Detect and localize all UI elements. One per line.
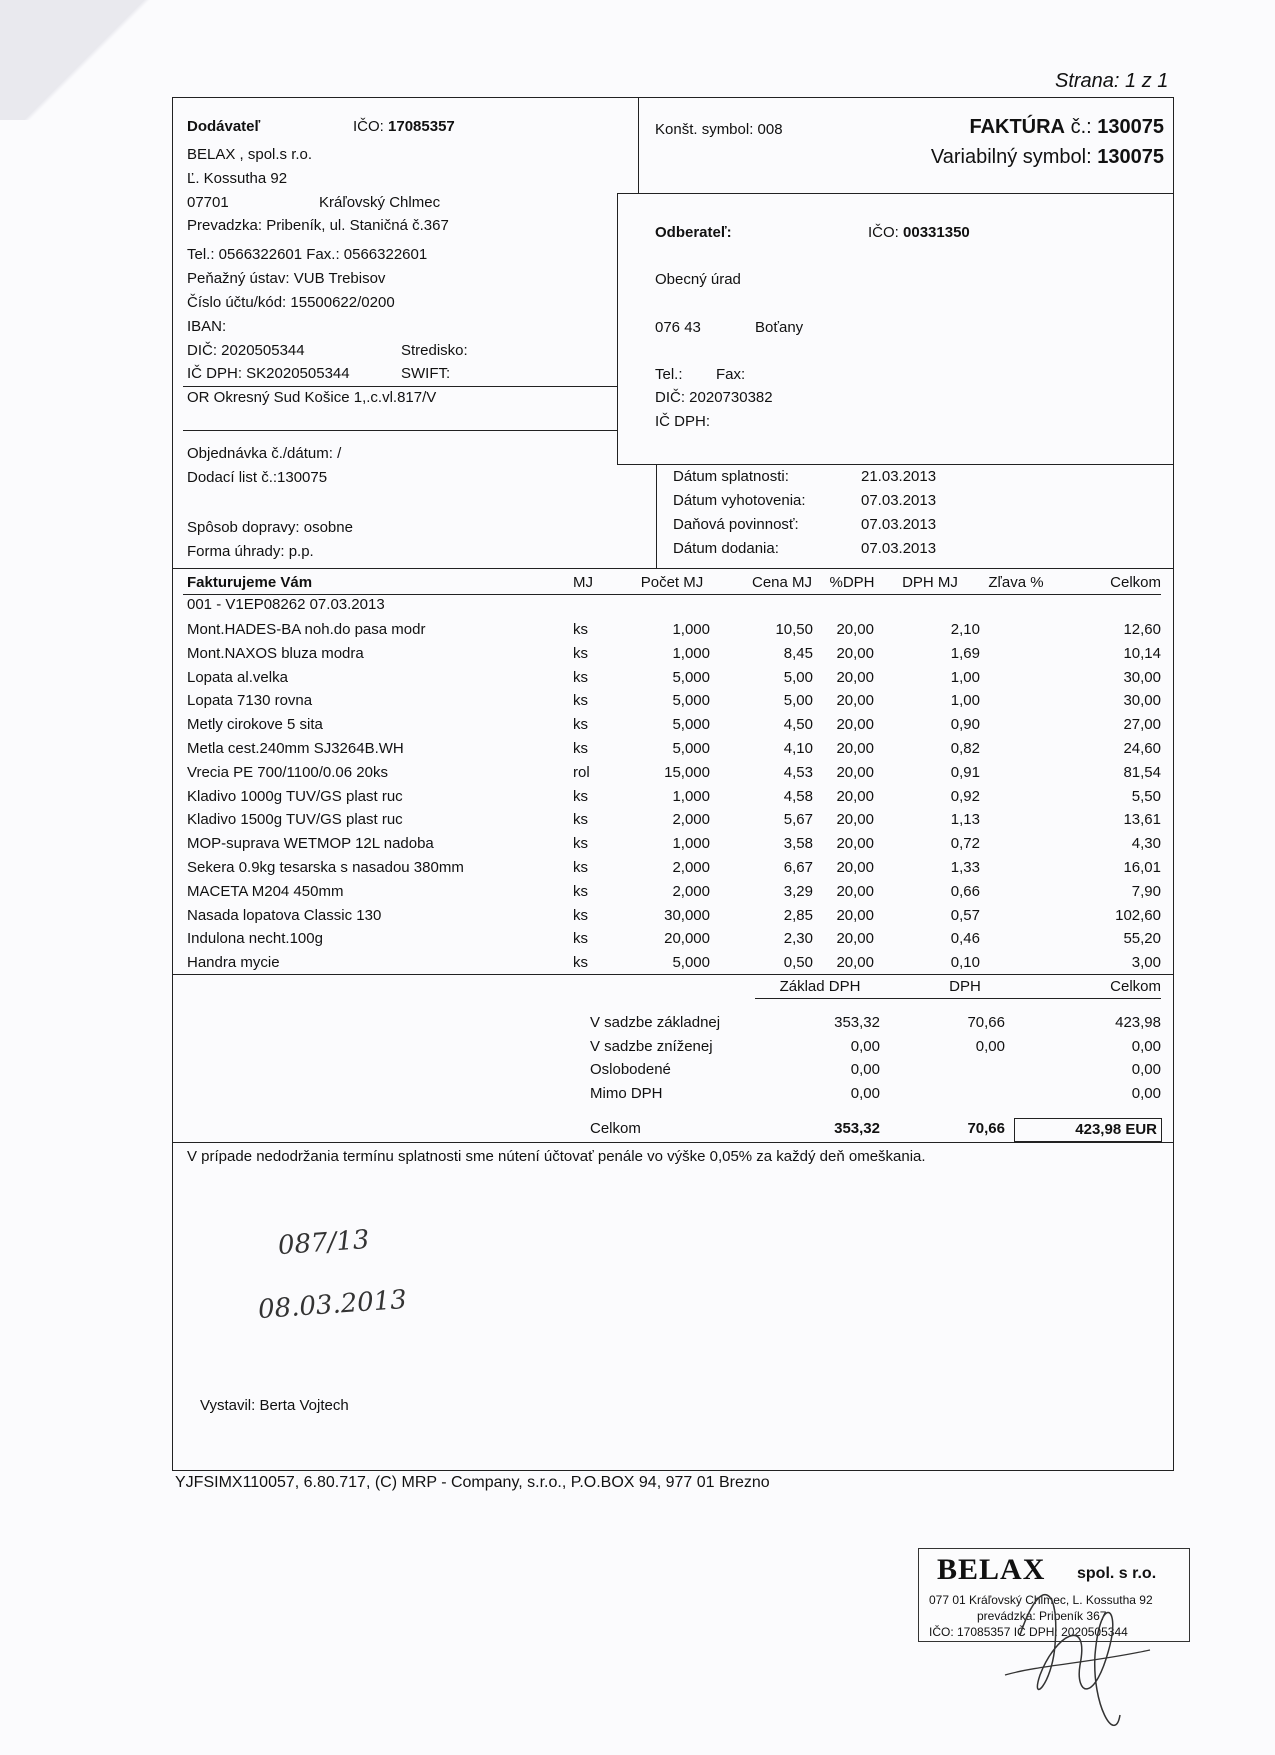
supplier-account: Číslo účtu/kód: 15500622/0200 xyxy=(187,294,395,311)
supplier-bank: Peňažný ústav: VUB Trebisov xyxy=(187,270,386,287)
customer-box-left xyxy=(617,193,618,464)
supplier-register: OR Okresný Sud Košice 1,.c.vl.817/V xyxy=(187,389,437,406)
col-unit-cell: ks xyxy=(573,859,588,876)
handwritten-date: 08.03.2013 xyxy=(257,1284,408,1326)
col-quantity-cell: 1,000 xyxy=(672,644,710,662)
col-vat-rate-cell: 20,00 xyxy=(836,954,874,972)
col-unit-price-cell: 8,45 xyxy=(783,644,813,662)
col-vat-rate-cell: 20,00 xyxy=(836,644,874,662)
col-total-cell: 27,00 xyxy=(1123,716,1161,734)
col-description-cell: Mont.NAXOS bluza modra xyxy=(187,644,364,662)
summary-header: Celkom xyxy=(1110,978,1161,995)
supplier-city: Kráľovský Chlmec xyxy=(319,194,441,211)
summary-header: Základ DPH xyxy=(779,978,861,995)
date-value: 07.03.2013 xyxy=(861,492,937,509)
customer-name: Obecný úrad xyxy=(655,271,741,288)
col-vat-rate-cell: 20,00 xyxy=(836,930,874,948)
col-total-header: Celkom xyxy=(1110,574,1161,591)
summary-row-value: 70,66 xyxy=(967,1014,1005,1031)
col-vat-rate-cell: 20,00 xyxy=(836,763,874,781)
col-quantity-cell: 5,000 xyxy=(672,668,710,686)
customer-city: Boťany xyxy=(755,319,804,336)
supplier-rule-1 xyxy=(183,386,617,387)
summary-total-label: Celkom xyxy=(590,1120,641,1137)
col-unit-price-header: Cena MJ xyxy=(751,574,813,591)
col-unit-price-cell: 5,67 xyxy=(783,811,813,829)
customer-fax: Fax: xyxy=(716,366,746,383)
order-number: Objednávka č./dátum: / xyxy=(187,445,342,462)
customer-tel: Tel.: xyxy=(655,366,683,383)
col-vat-rate-cell: 20,00 xyxy=(836,882,874,900)
header-divider xyxy=(638,97,639,193)
col-vat-unit-cell: 1,69 xyxy=(950,644,980,662)
col-description-cell: MOP-suprava WETMOP 12L nadoba xyxy=(187,835,434,853)
col-quantity-cell: 1,000 xyxy=(672,787,710,805)
col-vat-rate-cell: 20,00 xyxy=(836,740,874,757)
invoice-title: FAKTÚRA č.: 130075 xyxy=(969,116,1164,138)
supplier-name: BELAX , spol.s r.o. xyxy=(187,146,313,163)
page-number: Strana: 1 z 1 xyxy=(1055,70,1169,92)
col-quantity-cell: 5,000 xyxy=(672,692,710,710)
col-total-cell: 24,60 xyxy=(1123,740,1161,757)
col-description-cell: Vrecia PE 700/1100/0.06 20ks xyxy=(187,763,388,781)
col-vat-rate-cell: 20,00 xyxy=(836,811,874,829)
footer-text: YJFSIMX110057, 6.80.717, (C) MRP - Company, s.r.o., P.O.BOX 94, 977 01 Brezno xyxy=(175,1474,770,1491)
customer-ico: IČO: 00331350 xyxy=(868,224,970,241)
summary-row-value: 0,00 xyxy=(850,1061,880,1078)
date-label: Dátum splatnosti: xyxy=(673,468,789,485)
col-vat-unit-cell: 0,10 xyxy=(950,954,980,972)
customer-box-bottom xyxy=(617,464,1174,465)
date-value: 21.03.2013 xyxy=(861,468,937,485)
col-vat-unit-cell: 0,90 xyxy=(950,716,980,734)
col-quantity-cell: 5,000 xyxy=(672,954,710,972)
summary-row-value: 0,00 xyxy=(1131,1084,1161,1102)
col-vat-unit-cell: 2,10 xyxy=(950,621,980,638)
supplier-branch: Prevadzka: Pribeník, ul. Staničná č.367 xyxy=(187,217,449,234)
summary-row-label: V sadzbe základnej xyxy=(590,1014,721,1031)
col-total-cell: 102,60 xyxy=(1115,906,1161,924)
col-unit-cell: ks xyxy=(573,740,588,757)
col-vat-unit-cell: 1,00 xyxy=(950,692,980,710)
col-total-cell: 16,01 xyxy=(1123,859,1161,876)
konst-symbol: Konšt. symbol: 008 xyxy=(655,121,783,138)
col-description-cell: Handra mycie xyxy=(187,954,280,972)
col-total-cell: 55,20 xyxy=(1123,930,1161,948)
col-vat-unit-cell: 0,91 xyxy=(950,763,980,781)
date-value: 07.03.2013 xyxy=(861,516,937,533)
col-description-cell: Indulona necht.100g xyxy=(187,930,323,948)
col-unit-price-cell: 5,00 xyxy=(783,668,813,686)
col-vat-rate-cell: 20,00 xyxy=(836,787,874,805)
summary-grand-total: 423,98 EUR xyxy=(1075,1121,1157,1138)
col-unit-price-cell: 0,50 xyxy=(783,954,813,972)
customer-heading: Odberateľ: xyxy=(655,224,732,241)
summary-row-value: 0,00 xyxy=(850,1084,880,1102)
summary-row-value: 0,00 xyxy=(975,1037,1005,1055)
col-unit-price-cell: 6,67 xyxy=(783,859,813,876)
col-unit-cell: ks xyxy=(573,811,588,829)
summary-total-vat: 70,66 xyxy=(967,1120,1005,1137)
col-unit-price-cell: 4,50 xyxy=(783,716,813,734)
col-unit-cell: ks xyxy=(573,621,588,638)
col-unit-price-cell: 5,00 xyxy=(783,692,813,710)
stamp-line-2: prevádzka: Pribeník 367 xyxy=(977,1609,1107,1623)
col-vat-rate-cell: 20,00 xyxy=(836,621,874,638)
col-vat-unit-cell: 0,72 xyxy=(950,835,980,853)
col-unit-cell: ks xyxy=(573,882,588,900)
col-quantity-cell: 5,000 xyxy=(672,716,710,734)
col-total-cell: 4,30 xyxy=(1131,835,1161,853)
date-label: Dátum dodania: xyxy=(673,540,779,557)
table-group-line: 001 - V1EP08262 07.03.2013 xyxy=(187,596,385,613)
customer-zip: 076 43 xyxy=(655,319,701,336)
summary-row-label: V sadzbe zníženej xyxy=(590,1037,713,1055)
summary-total-base: 353,32 xyxy=(834,1120,880,1137)
supplier-dic: DIČ: 2020505344 xyxy=(187,342,305,359)
date-value: 07.03.2013 xyxy=(861,540,937,557)
col-vat-unit-header: DPH MJ xyxy=(902,574,958,591)
col-vat-rate-cell: 20,00 xyxy=(836,716,874,734)
col-quantity-cell: 30,000 xyxy=(664,906,710,924)
col-description-cell: Mont.HADES-BA noh.do pasa modr xyxy=(187,621,426,638)
col-quantity-cell: 1,000 xyxy=(672,835,710,853)
col-quantity-cell: 5,000 xyxy=(672,740,710,757)
col-total-cell: 3,00 xyxy=(1131,954,1161,972)
col-unit-cell: ks xyxy=(573,716,588,734)
supplier-iban: IBAN: xyxy=(187,318,227,335)
signature-icon xyxy=(1000,1555,1160,1755)
payment-method: Forma úhrady: p.p. xyxy=(187,543,314,560)
col-unit-price-cell: 3,29 xyxy=(783,882,813,900)
col-total-cell: 10,14 xyxy=(1123,644,1161,662)
col-vat-unit-cell: 0,92 xyxy=(950,787,980,805)
summary-row-value: 0,00 xyxy=(850,1037,880,1055)
col-vat-rate-cell: 20,00 xyxy=(836,906,874,924)
col-quantity-cell: 15,000 xyxy=(664,763,710,781)
summary-row-value: 423,98 xyxy=(1115,1014,1161,1031)
summary-row-label: Oslobodené xyxy=(590,1061,671,1078)
col-description-header: Fakturujeme Vám xyxy=(187,574,313,591)
date-label: Daňová povinnosť: xyxy=(673,516,799,533)
stamp-name: BELAX xyxy=(937,1553,1046,1586)
supplier-street: Ľ. Kossutha 92 xyxy=(187,170,288,187)
summary-bottom-rule xyxy=(172,1142,1174,1143)
col-description-cell: Kladivo 1500g TUV/GS plast ruc xyxy=(187,811,403,829)
col-description-cell: Lopata al.velka xyxy=(187,668,288,686)
grand-total-box xyxy=(1014,1118,1162,1142)
summary-row-value: 353,32 xyxy=(834,1014,880,1031)
col-unit-price-cell: 4,10 xyxy=(783,740,813,757)
col-unit-header: MJ xyxy=(573,574,593,591)
col-unit-price-cell: 2,85 xyxy=(783,906,813,924)
variable-symbol: Variabilný symbol: 130075 xyxy=(930,146,1164,168)
col-vat-unit-cell: 1,13 xyxy=(950,811,980,829)
col-vat-rate-cell: 20,00 xyxy=(836,668,874,686)
col-unit-cell: ks xyxy=(573,930,588,948)
col-unit-price-cell: 10,50 xyxy=(775,621,813,638)
col-unit-price-cell: 2,30 xyxy=(783,930,813,948)
supplier-ico: IČO: 17085357 xyxy=(353,118,455,135)
col-unit-cell: ks xyxy=(573,787,588,805)
col-vat-rate-cell: 20,00 xyxy=(836,859,874,876)
col-unit-cell: ks xyxy=(573,835,588,853)
col-unit-cell: ks xyxy=(573,644,588,662)
date-label: Dátum vyhotovenia: xyxy=(673,492,806,509)
summary-row-value: 0,00 xyxy=(1131,1061,1161,1078)
summary-row-label: Mimo DPH xyxy=(590,1084,663,1102)
customer-icdph: IČ DPH: xyxy=(655,413,711,430)
col-unit-cell: ks xyxy=(573,692,588,710)
col-unit-price-cell: 4,53 xyxy=(783,763,813,781)
col-vat-rate-cell: 20,00 xyxy=(836,835,874,853)
supplier-stredisko: Stredisko: xyxy=(401,342,468,359)
stamp-suffix: spol. s r.o. xyxy=(1077,1565,1157,1582)
issued-by: Vystavil: Berta Vojtech xyxy=(200,1397,349,1414)
supplier-zip: 07701 xyxy=(187,194,229,211)
scan-fold-shadow xyxy=(0,0,180,120)
stamp-line-1: 077 01 Kráľovský Chlmec, L. Kossutha 92 xyxy=(929,1593,1153,1607)
col-total-cell: 5,50 xyxy=(1131,787,1161,805)
table-top-rule xyxy=(172,568,1174,569)
col-total-cell: 12,60 xyxy=(1123,621,1161,638)
col-unit-cell: rol xyxy=(573,763,590,781)
col-unit-cell: ks xyxy=(573,668,588,686)
supplier-heading: Dodávateľ xyxy=(187,118,261,135)
delivery-note: Dodací list č.:130075 xyxy=(187,469,328,486)
summary-header-rule xyxy=(755,998,1161,999)
col-total-cell: 13,61 xyxy=(1123,811,1161,829)
col-unit-price-cell: 4,58 xyxy=(783,787,813,805)
stamp-line-3: IČO: 17085357 IČ DPH: 2020505344 xyxy=(929,1625,1128,1639)
col-description-cell: Kladivo 1000g TUV/GS plast ruc xyxy=(187,787,403,805)
transport-method: Spôsob dopravy: osobne xyxy=(187,519,353,536)
col-total-cell: 81,54 xyxy=(1123,763,1161,781)
col-quantity-cell: 2,000 xyxy=(672,811,710,829)
col-vat-rate-cell: 20,00 xyxy=(836,692,874,710)
col-description-cell: Sekera 0.9kg tesarska s nasadou 380mm xyxy=(187,859,464,876)
col-quantity-cell: 2,000 xyxy=(672,882,710,900)
summary-row-value: 0,00 xyxy=(1131,1037,1161,1055)
col-total-cell: 30,00 xyxy=(1123,692,1161,710)
col-quantity-cell: 20,000 xyxy=(664,930,710,948)
col-unit-cell: ks xyxy=(573,954,588,972)
col-quantity-cell: 2,000 xyxy=(672,859,710,876)
col-total-cell: 7,90 xyxy=(1131,882,1161,900)
late-payment-notice: V prípade nedodržania termínu splatnosti sme nútení účtovať penále vo výške 0,05% za každý deň omeškania. xyxy=(187,1148,926,1165)
customer-box-top xyxy=(617,193,1174,194)
dates-divider xyxy=(656,464,657,568)
supplier-swift: SWIFT: xyxy=(401,365,451,382)
col-quantity-cell: 1,000 xyxy=(672,621,710,638)
col-description-cell: Nasada lopatova Classic 130 xyxy=(187,906,382,924)
col-vat-unit-cell: 0,57 xyxy=(950,906,980,924)
col-vat-unit-cell: 0,46 xyxy=(950,930,980,948)
col-vat-unit-cell: 1,00 xyxy=(950,668,980,686)
col-vat-unit-cell: 1,33 xyxy=(950,859,980,876)
col-total-cell: 30,00 xyxy=(1123,668,1161,686)
col-vat-rate-header: %DPH xyxy=(829,574,875,591)
col-description-cell: MACETA M204 450mm xyxy=(187,882,344,900)
col-description-cell: Metla cest.240mm SJ3264B.WH xyxy=(187,740,404,757)
col-vat-unit-cell: 0,82 xyxy=(950,740,980,757)
col-unit-cell: ks xyxy=(573,906,588,924)
summary-header: DPH xyxy=(949,978,981,995)
supplier-phone: Tel.: 0566322601 Fax.: 0566322601 xyxy=(187,246,428,263)
col-description-cell: Metly cirokove 5 sita xyxy=(187,716,323,734)
col-vat-unit-cell: 0,66 xyxy=(950,882,980,900)
supplier-rule-2 xyxy=(183,430,617,431)
col-description-cell: Lopata 7130 rovna xyxy=(187,692,313,710)
customer-dic: DIČ: 2020730382 xyxy=(655,389,773,406)
col-quantity-header: Počet MJ xyxy=(640,574,704,591)
col-discount-header: Zľava % xyxy=(988,574,1044,591)
col-unit-price-cell: 3,58 xyxy=(783,835,813,853)
supplier-icdph: IČ DPH: SK2020505344 xyxy=(187,365,350,382)
handwritten-reference: 087/13 xyxy=(277,1224,371,1262)
